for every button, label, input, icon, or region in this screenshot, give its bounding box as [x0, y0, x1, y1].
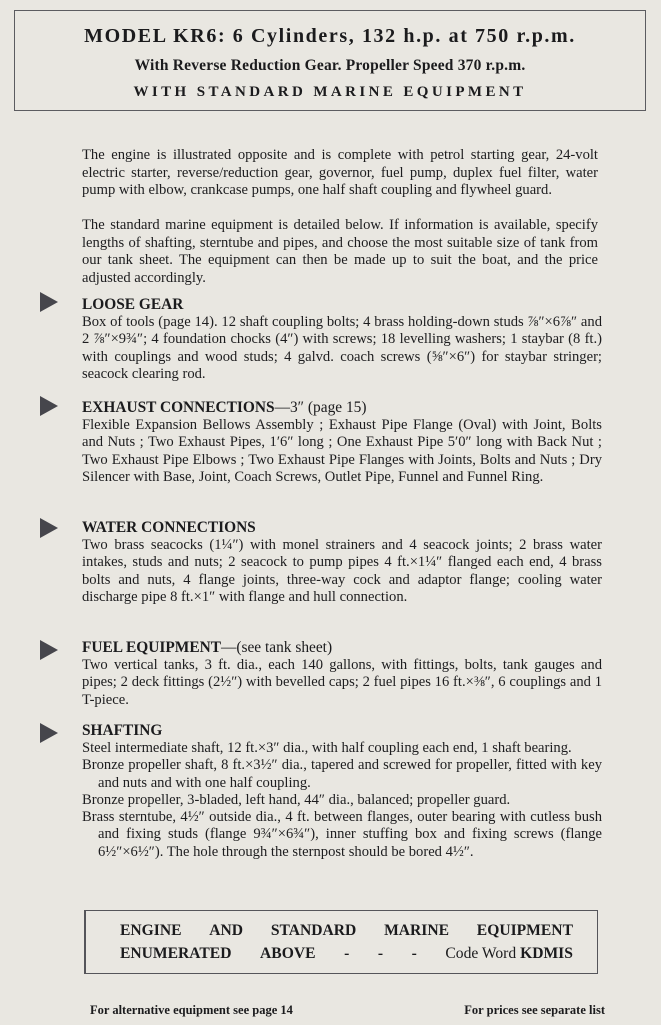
section-title: WATER CONNECTIONS [82, 519, 256, 536]
shafting-item: Bronze propeller shaft, 8 ft.×3½″ dia., tapered and screwed for propeller, fitted with key and nuts and with one half coupling. [82, 757, 602, 791]
summary-word: AND [209, 922, 244, 939]
section-title-suffix: —(see tank sheet) [220, 639, 333, 656]
shafting-list [82, 740, 602, 861]
equipment-heading: WITH STANDARD MARINE EQUIPMENT [133, 84, 527, 100]
footer-right-note: For prices see separate list [464, 1003, 605, 1017]
section-title [82, 638, 602, 657]
section-title-main: EXHAUST CONNECTIONS [82, 399, 275, 416]
section-fuel-equipment [82, 638, 602, 709]
intro-paragraph-1: The engine is illustrated opposite and is complete with petrol starting gear, 24-volt electric starter, reverse/reduction gear, governor, fuel pump, duplex fuel filter, water pump with elbow, crankcase pumps, one half shaft coupling and flywheel guard. [82, 147, 598, 199]
summary-dash: - [377, 945, 384, 962]
summary-word: STANDARD [270, 922, 357, 939]
section-arrow-icon [40, 292, 58, 312]
section-water-connections [82, 518, 602, 606]
section-arrow-icon [40, 723, 58, 743]
summary-word: ENGINE [120, 922, 182, 939]
summary-word: ABOVE [260, 945, 316, 962]
section-body: Box of tools (page 14). 12 shaft coupling bolts; 4 brass holding-down studs ⅞″×6⅞″ and 2 ⅞″×9¾″; 4 foundation chocks (4″) with screws; 18 levelling washers; 1 staybar (8 ft.) with couplings and wood studs; 4 galvd. coach screws (⅝″×6″) for staybar stringer; seacock clearing rod. [82, 314, 602, 382]
section-body: Two brass seacocks (1¼″) with monel strainers and 4 seacock joints; 2 brass water intakes, studs and nuts; 2 seacock to pump pipes 4 ft.×1¼″ flanged each end, 4 brass bolts and nuts, 4 flange joints, three-way cock and adaptor flange; cooling water discharge pipe 8 ft.×1″ with flange and hull connection. [82, 537, 602, 605]
section-title: SHAFTING [82, 722, 163, 739]
section-title-main: FUEL EQUIPMENT [82, 639, 221, 656]
summary-box [84, 910, 598, 974]
shafting-item: Bronze propeller, 3-bladed, left hand, 44″ dia., balanced; propeller guard. [82, 791, 511, 808]
section-title: LOOSE GEAR [82, 296, 184, 313]
section-shafting [82, 721, 602, 861]
summary-word: MARINE [384, 922, 450, 939]
shafting-item: Steel intermediate shaft, 12 ft.×3″ dia., with half coupling each end, 1 shaft bearing. [82, 740, 572, 756]
section-body: Flexible Expansion Bellows Assembly ; Exhaust Pipe Flange (Oval) with Joint, Bolts and Nuts ; Two Exhaust Pipes, 1′6″ long ; One Exhaust Pipe 5′0″ long with Back Nut ; Two Exhaust Pipe Elbows ; Two Exhaust Pipe Flanges with Joints, Bolts and Nuts ; Dry Silencer with Base, Joint, Coach Screws, Outlet Pipe, Funnel and Funnel Ring. [82, 417, 602, 485]
section-body: Two vertical tanks, 3 ft. dia., each 140 gallons, with fittings, bolts, tank gauges and pipes; 2 deck fittings (2½″) with bevelled caps; 2 fuel pipes 16 ft.×⅜″, 6 couplings and 1 T-piece. [82, 657, 602, 708]
code-word-label: Code Word [445, 945, 517, 962]
intro-paragraph-2: The standard marine equipment is detailed below. If information is available, specify lengths of shafting, sterntube and pipes, and choose the most suitable size of tank from our tank sheet. The equipment can then be made up to suit the boat, and the price adjusted accordingly. [82, 217, 598, 286]
summary-dash: - [344, 945, 350, 962]
section-loose-gear [82, 295, 602, 383]
summary-word: ENUMERATED [120, 945, 232, 962]
section-arrow-icon [40, 640, 58, 660]
model-subtitle: With Reverse Reduction Gear. Propeller Speed 370 r.p.m. [134, 57, 526, 74]
summary-word: EQUIPMENT [476, 922, 573, 939]
header-box [14, 10, 646, 111]
section-exhaust-connections [82, 398, 602, 486]
summary-dash: - [411, 945, 417, 962]
code-word-line [445, 945, 573, 963]
model-title: MODEL KR6: 6 Cylinders, 132 h.p. at 750 r.p.m. [84, 25, 576, 47]
section-title [82, 398, 602, 417]
code-word-value: KDMIS [520, 945, 573, 962]
footer-left-note: For alternative equipment see page 14 [90, 1003, 293, 1017]
section-arrow-icon [40, 518, 58, 538]
summary-row-1 [120, 922, 573, 940]
shafting-item: Brass sterntube, 4½″ outside dia., 4 ft. between flanges, outer bearing with cutless bush and fixing studs (flange 9¾″×6¾″), inner stuffing box and fixing screws (flange 6½″×6½″). The hole through the sternpost should be bored 4½″. [82, 809, 602, 860]
summary-row-2 [120, 945, 573, 963]
section-arrow-icon [40, 396, 58, 416]
section-title-suffix: —3″ (page 15) [274, 399, 367, 416]
